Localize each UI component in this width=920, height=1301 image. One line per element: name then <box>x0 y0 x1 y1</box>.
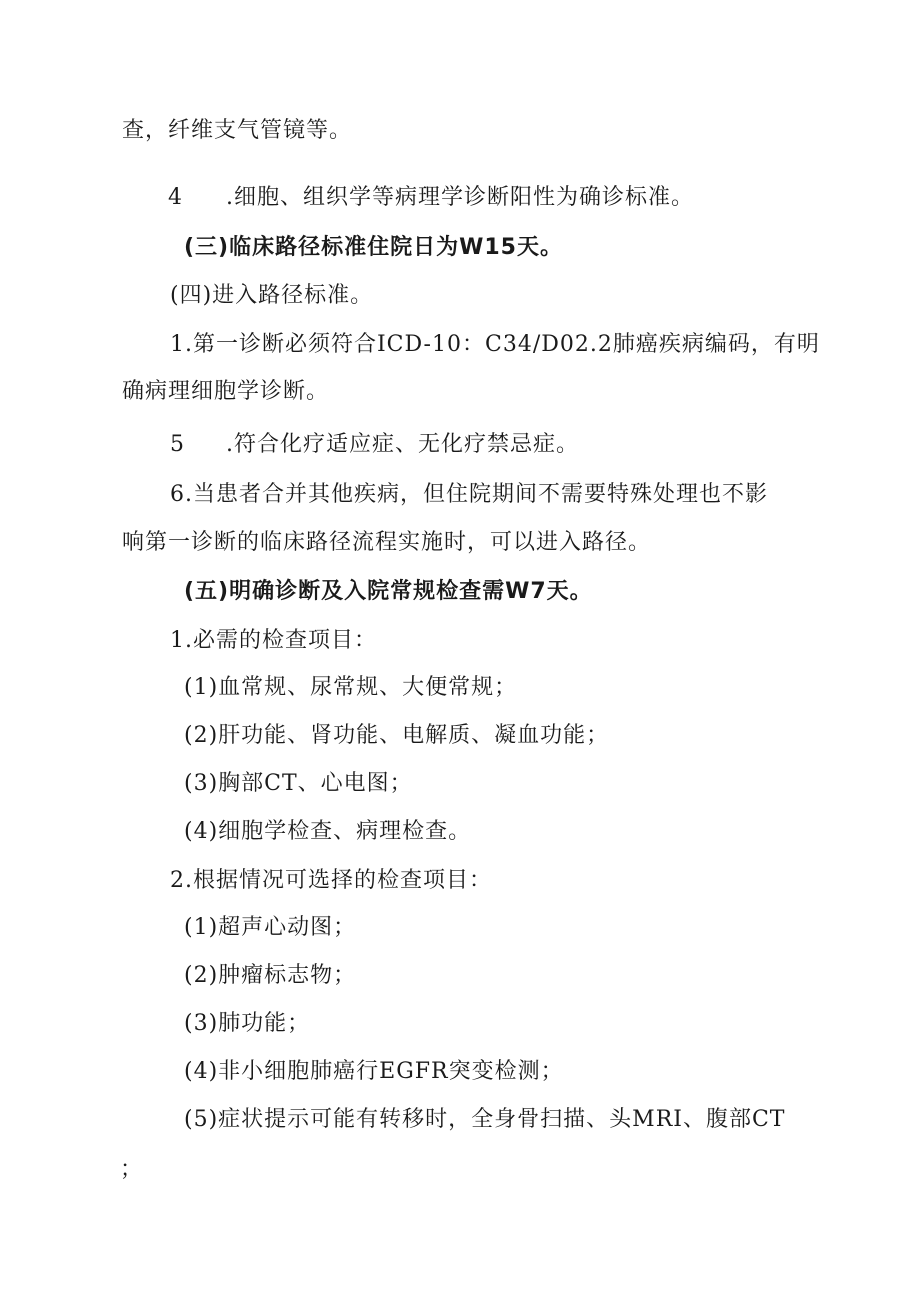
paragraph-line: 响第一诊断的临床路径流程实施时，可以进入路径。 <box>122 530 652 555</box>
section-heading: (三)临床路径标准住院日为W15天。 <box>184 235 563 260</box>
paragraph-line: 2.根据情况可选择的检查项目： <box>170 868 492 893</box>
paragraph-line: 查，纤维支气管镜等。 <box>122 118 353 143</box>
list-item: (1)血常规、尿常规、大便常规； <box>184 675 518 700</box>
list-item: (3)胸部CT、心电图； <box>184 771 413 796</box>
list-item: (4)细胞学检查、病理检查。 <box>184 819 472 844</box>
list-item: (4)非小细胞肺癌行EGFR突变检测； <box>184 1059 564 1084</box>
list-item: (3)肺功能； <box>184 1011 311 1036</box>
list-item: (1)超声心动图； <box>184 915 357 940</box>
list-item: (5)症状提示可能有转移时，全身骨扫描、头MRI、腹部CT <box>184 1107 786 1132</box>
paragraph-line: 1.第一诊断必须符合ICD-10：C34/D02.2肺癌疾病编码，有明 <box>170 332 820 357</box>
paragraph-line: 6.当患者合并其他疾病，但住院期间不需要特殊处理也不影 <box>170 482 768 507</box>
section-heading: (五)明确诊断及入院常规检查需W7天。 <box>184 579 593 604</box>
list-item: (2)肿瘤标志物； <box>184 963 357 988</box>
paragraph-line: .符合化疗适应症、无化疗禁忌症。 <box>226 432 579 457</box>
section-heading: (四)进入路径标准。 <box>170 283 374 308</box>
paragraph-line: ； <box>120 1157 144 1182</box>
list-number: 4 <box>168 185 183 210</box>
paragraph-line: .细胞、组织学等病理学诊断阳性为确诊标准。 <box>226 185 694 210</box>
paragraph-line: 确病理细胞学诊断。 <box>122 379 330 404</box>
paragraph-line: 1.必需的检查项目： <box>170 628 377 653</box>
list-number: 5 <box>170 432 185 457</box>
list-item: (2)肝功能、肾功能、电解质、凝血功能； <box>184 723 610 748</box>
